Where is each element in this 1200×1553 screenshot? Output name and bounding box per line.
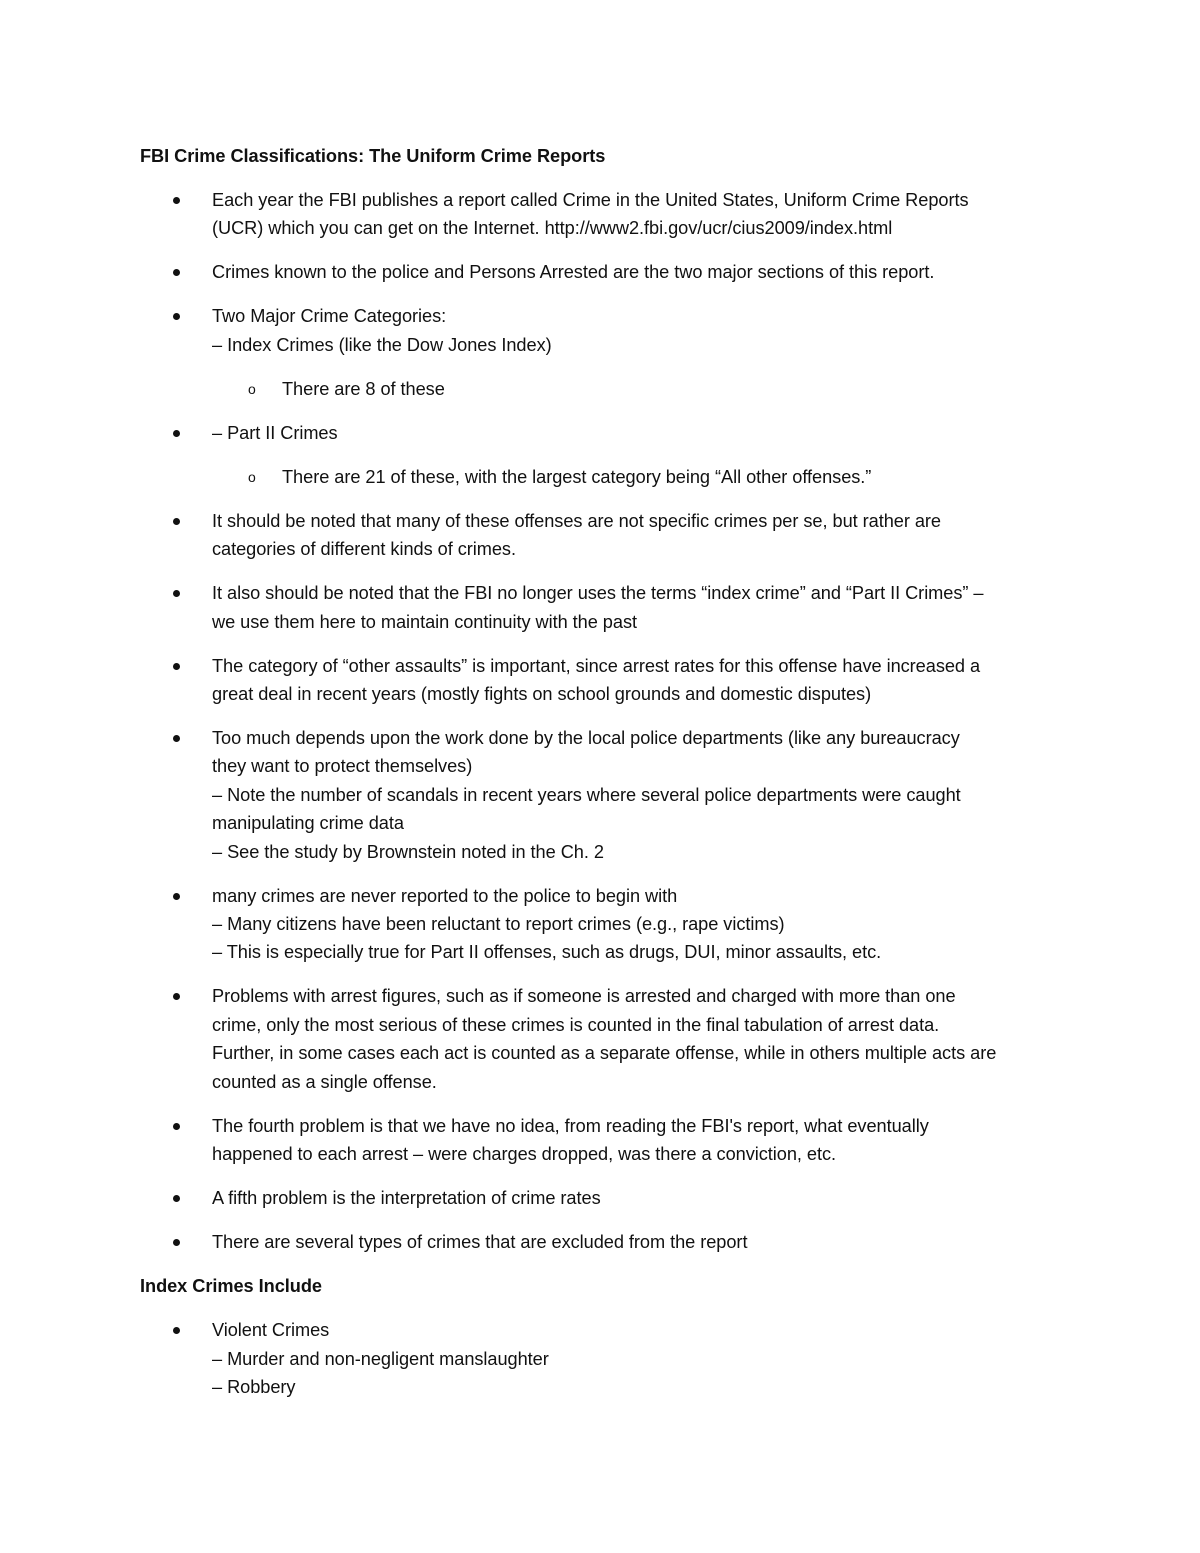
bullet-icon	[173, 893, 180, 900]
list-item	[140, 1228, 1070, 1256]
list-item	[140, 652, 1070, 709]
list-item-line: counted as a single offense.	[212, 1071, 437, 1092]
bullet-list-index-crimes	[140, 1316, 1070, 1401]
circle-bullet-icon: o	[248, 380, 256, 397]
sub-list-item	[212, 463, 1070, 491]
list-item	[140, 302, 1070, 403]
list-item-line: The fourth problem is that we have no idea, from reading the FBI's report, what eventually	[212, 1115, 929, 1136]
list-item-line: great deal in recent years (mostly fights on school grounds and domestic disputes)	[212, 684, 872, 705]
sub-list	[212, 463, 1070, 491]
list-item	[140, 724, 1070, 866]
list-item-line: – Robbery	[212, 1376, 296, 1397]
list-item	[140, 419, 1070, 491]
bullet-icon	[173, 1239, 180, 1246]
list-item	[140, 1112, 1070, 1169]
list-item-line: It should be noted that many of these offenses are not specific crimes per se, but rather are	[212, 510, 941, 531]
document-body	[140, 142, 1070, 1417]
list-item-line: they want to protect themselves)	[212, 756, 473, 777]
list-item	[140, 1316, 1070, 1401]
list-item	[140, 507, 1070, 564]
sub-list-item-text: There are 21 of these, with the largest category being “All other offenses.”	[282, 466, 872, 487]
list-item	[140, 882, 1070, 967]
bullet-icon	[173, 1123, 180, 1130]
list-item	[140, 258, 1070, 286]
bullet-icon	[173, 197, 180, 204]
list-item-line: many crimes are never reported to the police to begin with	[212, 885, 678, 906]
list-item	[140, 1184, 1070, 1212]
list-item-line: categories of different kinds of crimes.	[212, 539, 516, 560]
list-item-line: There are several types of crimes that are excluded from the report	[212, 1232, 748, 1253]
bullet-icon	[173, 1195, 180, 1202]
list-item	[140, 982, 1070, 1096]
sub-list-item	[212, 375, 1070, 403]
page-title: FBI Crime Classifications: The Uniform Crime Reports	[140, 146, 606, 166]
list-item-line: – See the study by Brownstein noted in the Ch. 2	[212, 841, 604, 862]
bullet-icon	[173, 590, 180, 597]
list-item-line: – Murder and non-negligent manslaughter	[212, 1348, 549, 1369]
bullet-icon	[173, 993, 180, 1000]
list-item-line: Two Major Crime Categories:	[212, 306, 447, 327]
bullet-icon	[173, 735, 180, 742]
bullet-icon	[173, 430, 180, 437]
list-item-line: manipulating crime data	[212, 813, 404, 834]
list-item-line: – Note the number of scandals in recent years where several police departments were caught	[212, 784, 961, 805]
list-item-line: The category of “other assaults” is important, since arrest rates for this offense have increased a	[212, 655, 981, 676]
list-item-line: It also should be noted that the FBI no longer uses the terms “index crime” and “Part II Crimes” –	[212, 583, 984, 604]
list-item	[140, 186, 1070, 243]
list-item-line: Too much depends upon the work done by the local police departments (like any bureaucracy	[212, 728, 960, 749]
bullet-icon	[173, 518, 180, 525]
list-item-line: – Index Crimes (like the Dow Jones Index)	[212, 334, 552, 355]
list-item-line: Further, in some cases each act is counted as a separate offense, while in others multiple acts are	[212, 1043, 997, 1064]
list-item-line: (UCR) which you can get on the Internet. http://www2.fbi.gov/ucr/cius2009/index.html	[212, 218, 893, 239]
list-item-line: Violent Crimes	[212, 1320, 330, 1341]
list-item-line: Problems with arrest figures, such as if someone is arrested and charged with more than one	[212, 986, 956, 1007]
list-item-line: crime, only the most serious of these crimes is counted in the final tabulation of arrest data.	[212, 1014, 940, 1035]
list-item-line: Crimes known to the police and Persons Arrested are the two major sections of this report.	[212, 262, 935, 283]
list-item-line: – Many citizens have been reluctant to report crimes (e.g., rape victims)	[212, 914, 785, 935]
bullet-icon	[173, 313, 180, 320]
list-item-line: – Part II Crimes	[212, 422, 338, 443]
list-item	[140, 579, 1070, 636]
list-item-line: happened to each arrest – were charges dropped, was there a conviction, etc.	[212, 1144, 837, 1165]
circle-bullet-icon: o	[248, 468, 256, 485]
list-item-line: we use them here to maintain continuity with the past	[212, 611, 637, 632]
sub-list	[212, 375, 1070, 403]
bullet-icon	[173, 1327, 180, 1334]
list-item-line: – This is especially true for Part II offenses, such as drugs, DUI, minor assaults, etc.	[212, 942, 882, 963]
bullet-list	[140, 186, 1070, 1257]
list-item-line: A fifth problem is the interpretation of crime rates	[212, 1188, 601, 1209]
list-item-line: Each year the FBI publishes a report called Crime in the United States, Uniform Crime Reports	[212, 190, 969, 210]
section-heading: Index Crimes Include	[140, 1276, 322, 1297]
sub-list-item-text: There are 8 of these	[282, 378, 445, 399]
bullet-icon	[173, 663, 180, 670]
bullet-icon	[173, 269, 180, 276]
